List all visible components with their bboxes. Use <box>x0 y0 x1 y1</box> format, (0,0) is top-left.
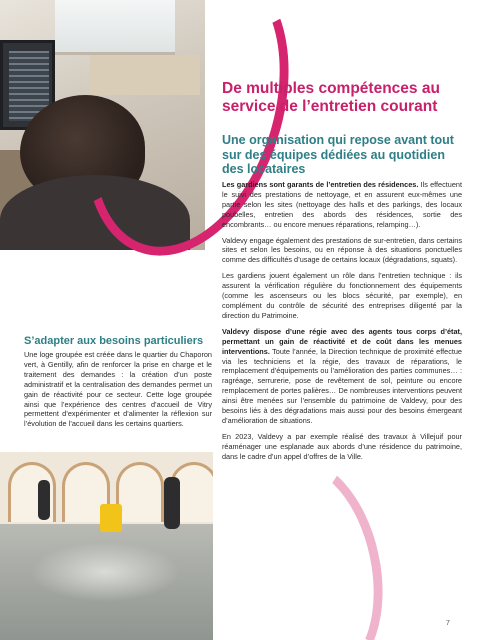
sidebar-title: S’adapter aux besoins particuliers <box>24 335 204 347</box>
main-text-column <box>222 180 462 468</box>
decorative-arc-pink <box>229 447 402 640</box>
page-number: 7 <box>446 620 450 627</box>
paragraph-regie: Valdevy dispose d’une régie avec des agents tous corps d’état, permettant un gain de réactivité et de coût dans les menues interventions. Toute l’année, la Direction technique de proximité effectue via les techniciens et la régie, des travaux de réparations, le remplacement d’équipements ou l’amélioration des parties communes… : ragréage, serrurerie, pose de revêtement de sol, peinture ou encore remplacement de portes palières… De nombreuses interventions peuvent ainsi être menées sur l’ensemble du patrimoine de Valdevy, pour des besoins liés à des dégradations mais aussi pour des besoins émergeant d’amélioration de situations. <box>222 326 462 425</box>
paragraph-sur-entretien: Valdevy engage également des prestations de sur-entretien, dans certains sites et selon les besoins, ou en réponse à des situations ponctuelles comme des difficultés d’usage de certains locaux (dégradations, squats). <box>222 235 462 265</box>
page-subtitle: Une organisation qui repose avant tout sur des équipes dédiées au quotidien des locataires <box>222 133 454 176</box>
page-title: De multiples compétences au service de l’entretien courant <box>222 80 440 115</box>
paragraph-entretien-technique: Les gardiens jouent également un rôle dans l’entretien technique : ils assurent la vérification régulière du fonctionnement des équipements (comme les ascenseurs ou les blocs sécurité, par exemple), en complément du contrôle de sécurité des entreprises diligenté par la direction du Patrimoine. <box>222 271 462 320</box>
sidebar-text: Une loge groupée est créée dans le quartier du Chaporon vert, à Gentilly, afin de renforcer la prise en charge et le traitement des demandes : la création d’un poste administratif et la centralisation des demandes permet un gain de réactivité pour ce secteur. Cette loge groupée ainsi que l’expérience des centres d’accueil de Vitry permettent d’expérimenter et d’alimenter la réflexion sur l’évolution de l’accueil dans les certains quartiers. <box>24 350 212 429</box>
cleaning-photo <box>0 452 213 640</box>
paragraph-villejuif: En 2023, Valdevy a par exemple réalisé des travaux à Villejuif pour réaménager une esplanade aux abords d’une résidence du patrimoine, dans le cadre d’un appel d’offres de la Ville. <box>222 431 462 461</box>
paragraph-gardiens: Les gardiens sont garants de l’entretien des résidences. Ils effectuent le suivi des prestations de nettoyage, et en assurent eux-mêmes une partie selon les sites (nettoyage des halls et des parkings, des locaux poubelles, entretien des abords des résidences, sortie des encombrants… ou encore menues réparations, relamping…). <box>222 180 462 229</box>
